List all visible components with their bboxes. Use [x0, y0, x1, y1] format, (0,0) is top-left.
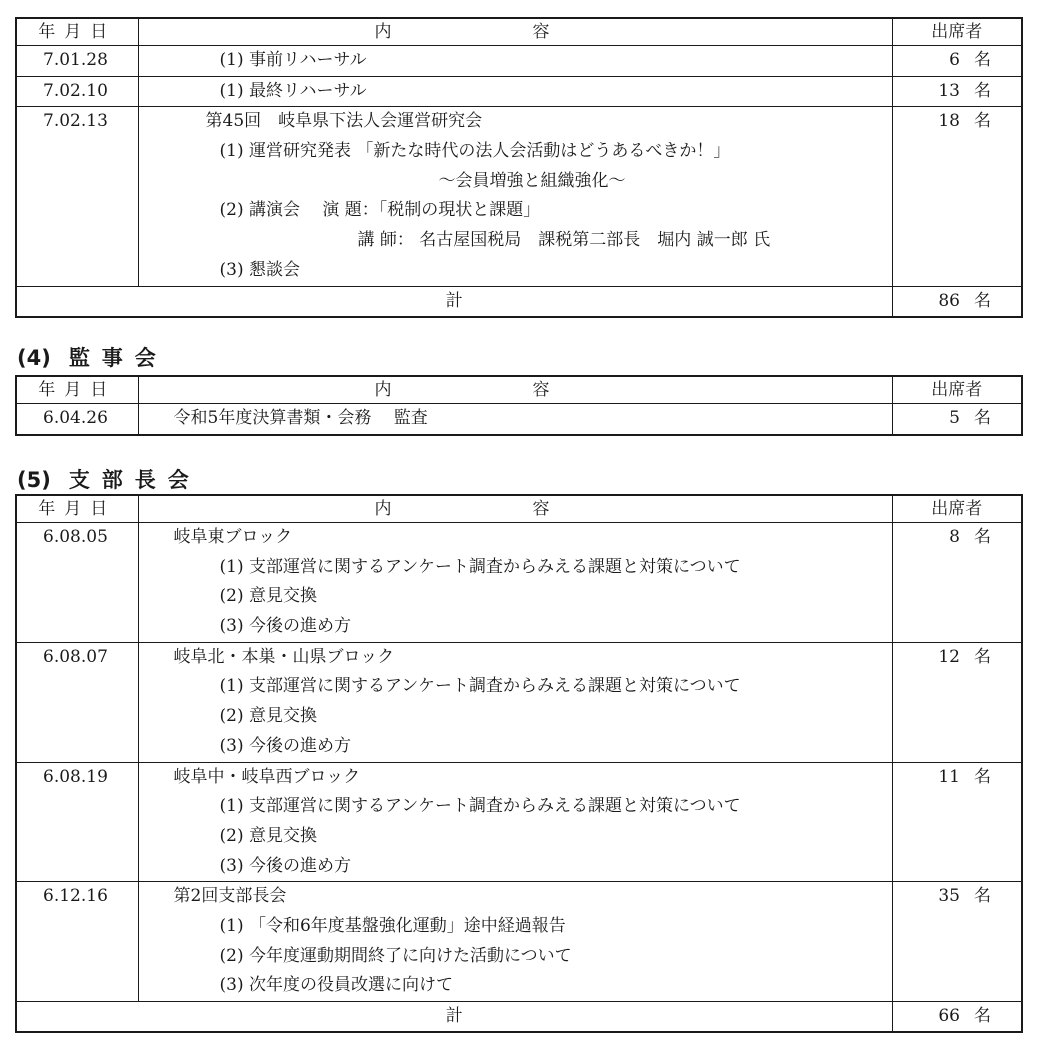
row-date: 6.08.07 — [16, 642, 138, 762]
table-row — [16, 46, 1022, 77]
row-attendance: 8 名 — [892, 523, 1022, 643]
row-attendance: 35 名 — [892, 882, 1022, 1002]
row-content: 岐阜中・岐阜西ブロック (1) 支部運営に関するアンケート調査からみえる課題と対策について (2) 意見交換 (3) 今後の進め方 — [138, 762, 892, 882]
row-content: 第45回 岐阜県下法人会運営研究会 (1) 運営研究発表 「新たな時代の法人会活動はどうあるべきか！」 ～会員増強と組織強化～ (2) 講演会 演 題：「税制の現状と課題」 講 師： 名古屋国税局 課税第二部長 堀内 誠一郎 氏 (3) 懇談会 — [138, 107, 892, 286]
row-content: 第2回支部長会 (1) 「令和6年度基盤強化運動」途中経過報告 (2) 今年度運動期間終了に向けた活動について (3) 次年度の役員改選に向けて — [138, 882, 892, 1002]
meeting-table-3 — [15, 494, 1023, 1033]
table-header — [16, 495, 1022, 523]
header-content: 内 容 — [138, 495, 892, 523]
header-date: 年月日 — [16, 18, 138, 46]
row-attendance: 12 名 — [892, 642, 1022, 762]
table-row — [16, 76, 1022, 107]
header-date: 年月日 — [16, 376, 138, 404]
header-content: 内 容 — [138, 18, 892, 46]
row-date: 6.04.26 — [16, 404, 138, 435]
row-date: 6.12.16 — [16, 882, 138, 1002]
total-value: 86 名 — [892, 286, 1022, 317]
total-value: 66 名 — [892, 1002, 1022, 1033]
header-date: 年月日 — [16, 495, 138, 523]
row-attendance: 6 名 — [892, 46, 1022, 77]
row-attendance: 5 名 — [892, 404, 1022, 435]
header-attendance: 出席者 — [892, 18, 1022, 46]
row-date: 7.02.13 — [16, 107, 138, 286]
section-title-branch-chiefs: (5) 支部長会 — [17, 468, 201, 492]
table-row — [16, 642, 1022, 762]
meeting-table-1 — [15, 17, 1023, 318]
header-content: 内 容 — [138, 376, 892, 404]
total-row — [16, 1002, 1022, 1033]
header-attendance: 出席者 — [892, 376, 1022, 404]
row-content: (1) 事前リハーサル — [138, 46, 892, 77]
total-row — [16, 286, 1022, 317]
row-content: (1) 最終リハーサル — [138, 76, 892, 107]
row-date: 6.08.19 — [16, 762, 138, 882]
meeting-table-2 — [15, 375, 1023, 436]
row-content: 岐阜北・本巣・山県ブロック (1) 支部運営に関するアンケート調査からみえる課題と対策について (2) 意見交換 (3) 今後の進め方 — [138, 642, 892, 762]
table-header — [16, 18, 1022, 46]
table-row — [16, 404, 1022, 435]
section-title-audit: (4) 監事会 — [17, 346, 168, 370]
table-row — [16, 107, 1022, 286]
row-date: 7.02.10 — [16, 76, 138, 107]
table-header — [16, 376, 1022, 404]
row-date: 7.01.28 — [16, 46, 138, 77]
table-row — [16, 882, 1022, 1002]
row-date: 6.08.05 — [16, 523, 138, 643]
total-label: 計 — [16, 1002, 892, 1033]
row-attendance: 18 名 — [892, 107, 1022, 286]
header-attendance: 出席者 — [892, 495, 1022, 523]
total-label: 計 — [16, 286, 892, 317]
row-content: 岐阜東ブロック (1) 支部運営に関するアンケート調査からみえる課題と対策について (2) 意見交換 (3) 今後の進め方 — [138, 523, 892, 643]
row-attendance: 13 名 — [892, 76, 1022, 107]
table-row — [16, 523, 1022, 643]
row-content: 令和5年度決算書類・会務 監査 — [138, 404, 892, 435]
row-attendance: 11 名 — [892, 762, 1022, 882]
table-row — [16, 762, 1022, 882]
